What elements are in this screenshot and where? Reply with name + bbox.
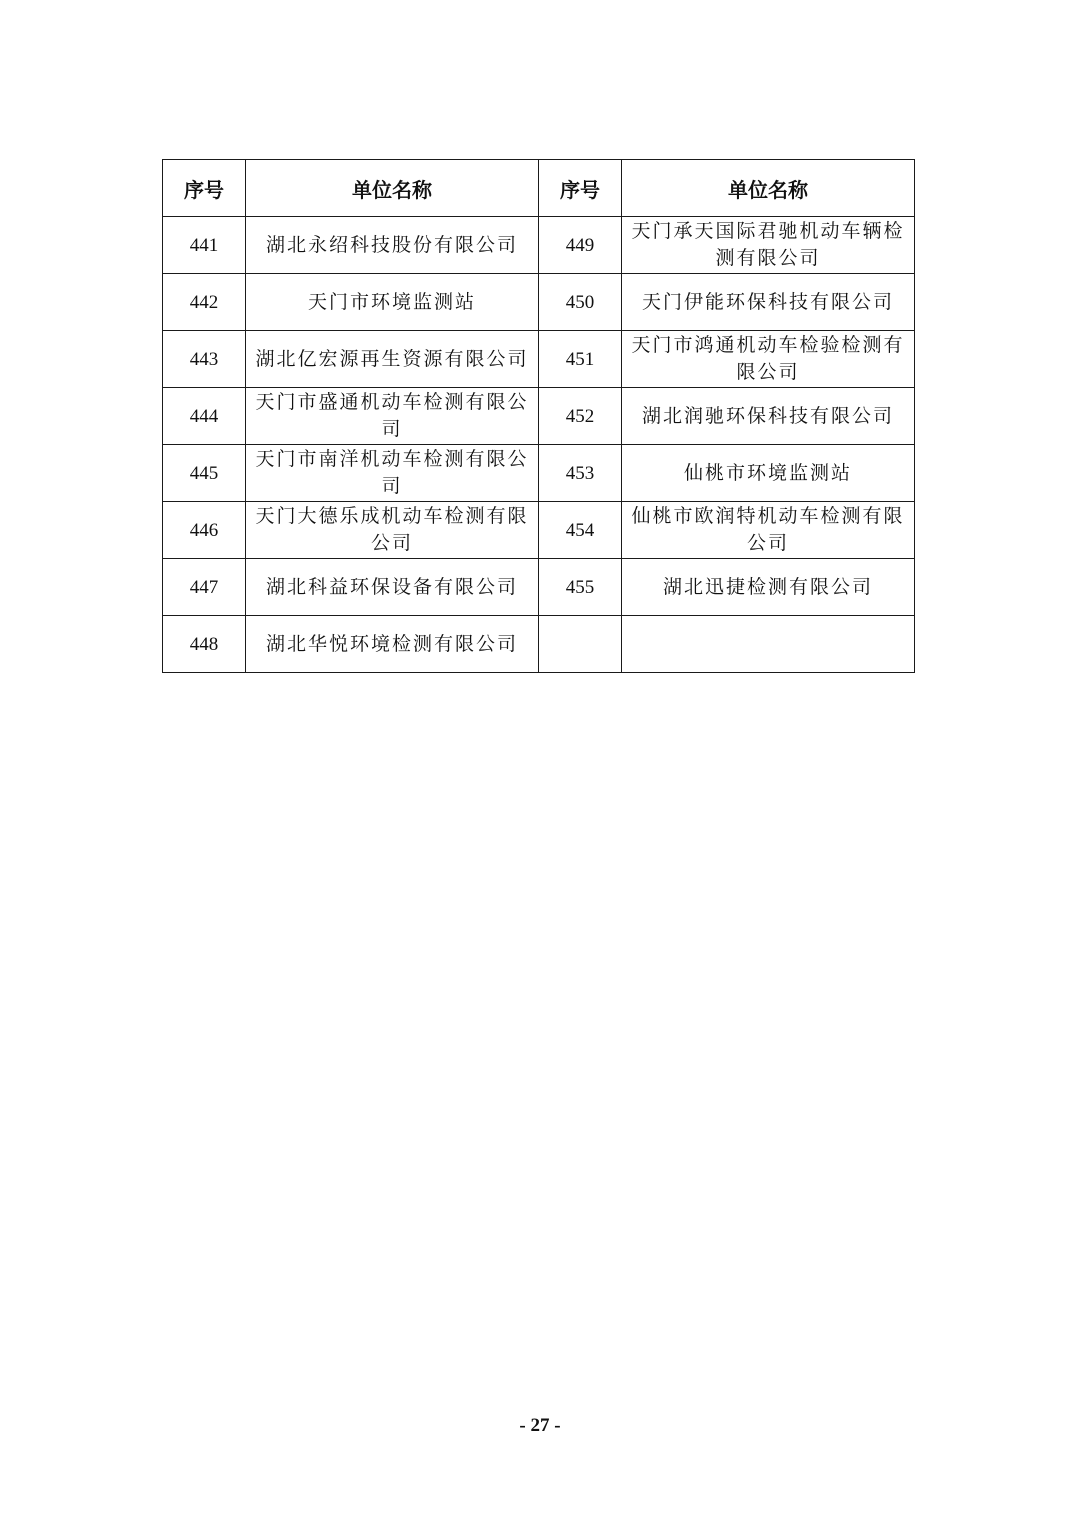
- serial-cell: 451: [539, 331, 622, 388]
- table-row: [163, 274, 915, 331]
- unit-name-cell: 天门伊能环保科技有限公司: [622, 274, 915, 331]
- table-header-row: [163, 160, 915, 217]
- serial-cell: 444: [163, 388, 246, 445]
- serial-cell-empty: [539, 616, 622, 673]
- unit-name-cell: 湖北科益环保设备有限公司: [246, 559, 539, 616]
- page-number: - 27 -: [519, 1415, 561, 1436]
- unit-name-cell: 天门市南洋机动车检测有限公司: [246, 445, 539, 502]
- serial-cell: 445: [163, 445, 246, 502]
- table-row: [163, 502, 915, 559]
- unit-name-cell: 天门大德乐成机动车检测有限公司: [246, 502, 539, 559]
- unit-name-cell-empty: [622, 616, 915, 673]
- serial-cell: 443: [163, 331, 246, 388]
- units-table: [162, 159, 915, 673]
- unit-name-cell: 天门市鸿通机动车检验检测有限公司: [622, 331, 915, 388]
- unit-name-cell: 湖北永绍科技股份有限公司: [246, 217, 539, 274]
- serial-cell: 446: [163, 502, 246, 559]
- table-row: [163, 616, 915, 673]
- unit-name-cell: 湖北迅捷检测有限公司: [622, 559, 915, 616]
- serial-cell: 453: [539, 445, 622, 502]
- serial-cell: 448: [163, 616, 246, 673]
- header-unit-name-left: 单位名称: [246, 160, 539, 217]
- unit-name-cell: 仙桃市环境监测站: [622, 445, 915, 502]
- serial-cell: 455: [539, 559, 622, 616]
- unit-name-cell: 天门市环境监测站: [246, 274, 539, 331]
- unit-name-cell: 湖北润驰环保科技有限公司: [622, 388, 915, 445]
- unit-name-cell: 天门市盛通机动车检测有限公司: [246, 388, 539, 445]
- serial-cell: 452: [539, 388, 622, 445]
- serial-cell: 442: [163, 274, 246, 331]
- serial-cell: 447: [163, 559, 246, 616]
- unit-name-cell: 天门承天国际君驰机动车辆检测有限公司: [622, 217, 915, 274]
- table-row: [163, 445, 915, 502]
- serial-cell: 449: [539, 217, 622, 274]
- table-row: [163, 559, 915, 616]
- serial-cell: 454: [539, 502, 622, 559]
- unit-name-cell: 湖北亿宏源再生资源有限公司: [246, 331, 539, 388]
- table-row: [163, 331, 915, 388]
- unit-name-cell: 湖北华悦环境检测有限公司: [246, 616, 539, 673]
- serial-cell: 450: [539, 274, 622, 331]
- table-row: [163, 217, 915, 274]
- header-serial-right: 序号: [539, 160, 622, 217]
- unit-name-cell: 仙桃市欧润特机动车检测有限公司: [622, 502, 915, 559]
- header-unit-name-right: 单位名称: [622, 160, 915, 217]
- table-row: [163, 388, 915, 445]
- serial-cell: 441: [163, 217, 246, 274]
- header-serial-left: 序号: [163, 160, 246, 217]
